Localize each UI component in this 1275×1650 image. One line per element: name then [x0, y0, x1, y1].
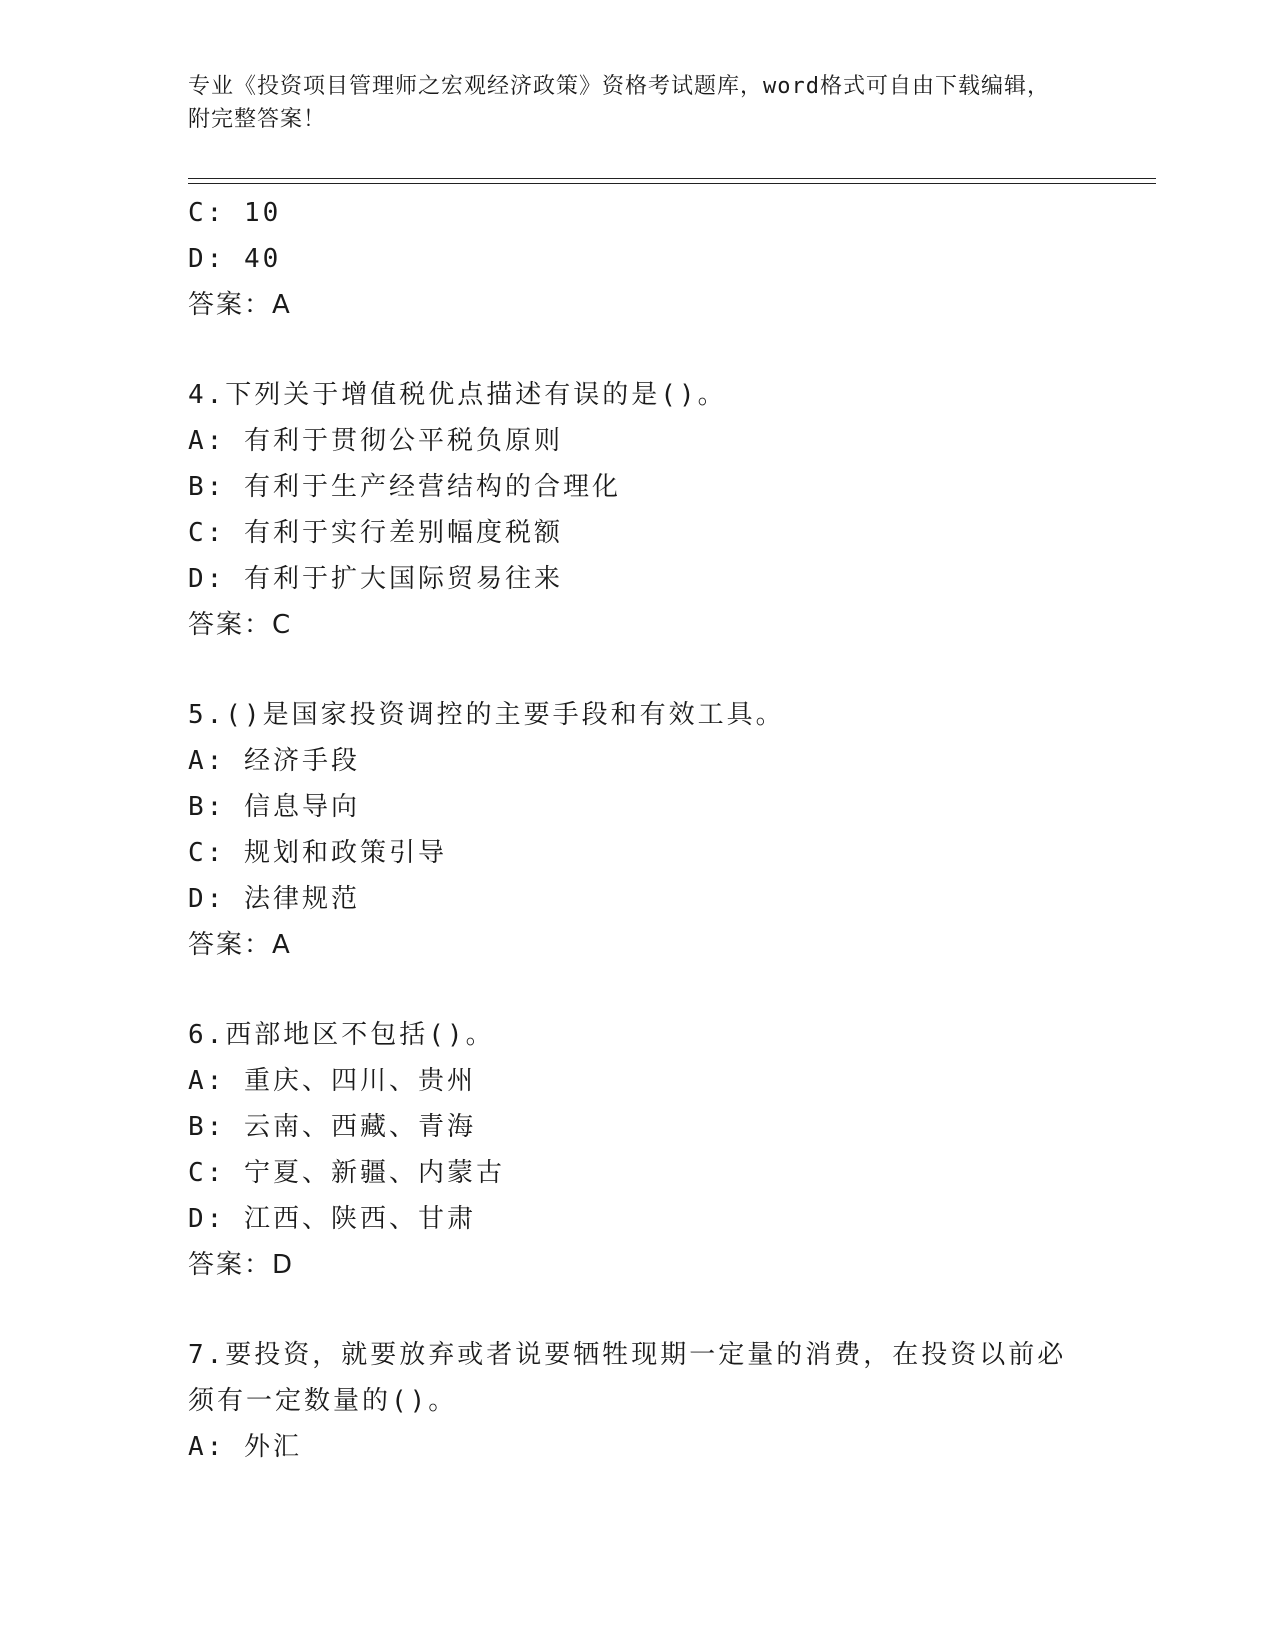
option-c: C: 宁夏、新疆、内蒙古 [188, 1158, 505, 1188]
question-7 [188, 1332, 1088, 1470]
option-b: B: 有利于生产经营结构的合理化 [188, 472, 621, 502]
question-4 [188, 372, 1088, 648]
option-d: D: 40 [188, 244, 282, 274]
question-3 [188, 190, 1088, 328]
option-d: D: 法律规范 [188, 884, 360, 914]
answer: 答案：A [188, 930, 292, 960]
document-header: 专业《投资项目管理师之宏观经济政策》资格考试题库，word格式可自由下载编辑，附完整答案！ [188, 74, 1050, 132]
option-a: A: 经济手段 [188, 746, 360, 776]
option-b: B: 信息导向 [188, 792, 360, 822]
answer: 答案：A [188, 290, 292, 320]
option-d: D: 有利于扩大国际贸易往来 [188, 564, 563, 594]
question-5 [188, 692, 1088, 968]
option-a: A: 重庆、四川、贵州 [188, 1066, 476, 1096]
question-stem: 7.要投资，就要放弃或者说要牺牲现期一定量的消费，在投资以前必须有一定数量的()。 [188, 1340, 1067, 1416]
option-d: D: 江西、陕西、甘肃 [188, 1204, 476, 1234]
option-a: A: 有利于贯彻公平税负原则 [188, 426, 563, 456]
question-stem: 4.下列关于增值税优点描述有误的是()。 [188, 380, 727, 410]
answer: 答案：C [188, 610, 293, 640]
option-b: B: 云南、西藏、青海 [188, 1112, 476, 1142]
question-stem: 5.()是国家投资调控的主要手段和有效工具。 [188, 700, 785, 730]
option-a: A: 外汇 [188, 1432, 302, 1462]
question-stem: 6.西部地区不包括()。 [188, 1020, 495, 1050]
option-c: C: 有利于实行差别幅度税额 [188, 518, 563, 548]
header-rule-bottom [188, 183, 1156, 184]
option-c: C: 规划和政策引导 [188, 838, 447, 868]
question-6 [188, 1012, 1088, 1288]
answer: 答案：D [188, 1250, 295, 1280]
question-list [188, 190, 1088, 1470]
option-c: C: 10 [188, 198, 282, 228]
header-rule-top [188, 178, 1156, 179]
